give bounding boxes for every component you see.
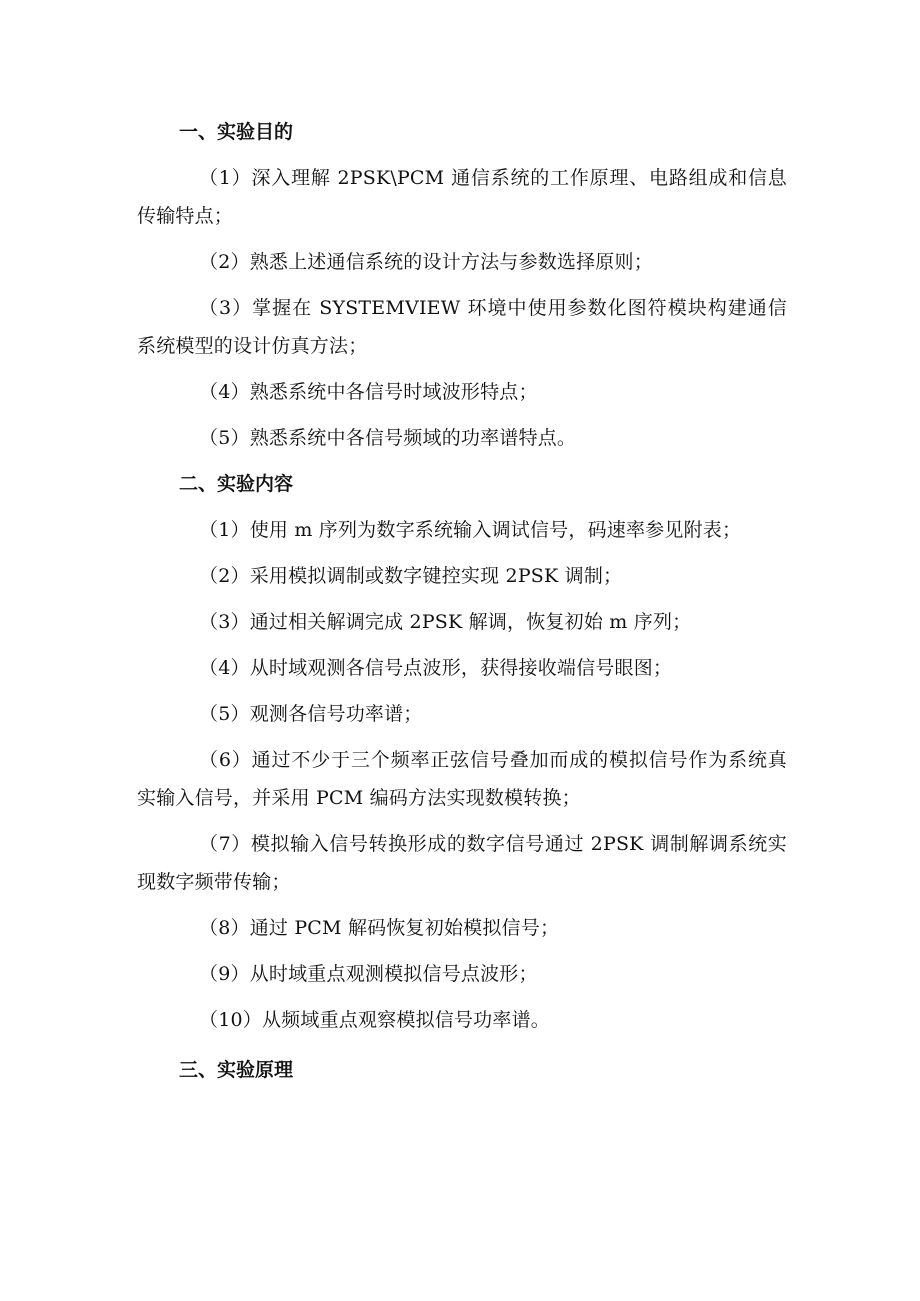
list-item: （4）从时域观测各信号点波形，获得接收端信号眼图； [199,657,673,679]
list-item: （2）采用模拟调制或数字键控实现 2PSK 调制； [199,565,623,587]
list-item: （7）模拟输入信号转换形成的数字信号通过 2PSK 调制解调系统实现数字频带传输； [137,833,787,893]
list-item: （6）通过不少于三个频率正弦信号叠加而成的模拟信号作为系统真实输入信号，并采用 PCM 编码方法实现数模转换； [137,749,787,809]
list-item: （1）使用 m 序列为数字系统输入调试信号，码速率参见附表； [199,519,742,541]
list-item: （2）熟悉上述通信系统的设计方法与参数选择原则； [199,251,653,273]
section-heading-content: 二、实验内容 [179,473,294,495]
list-item: （5）熟悉系统中各信号频域的功率谱特点。 [199,427,577,449]
list-item: （5）观测各信号功率谱； [199,703,423,725]
list-item: （4）熟悉系统中各信号时域波形特点； [199,381,538,403]
list-item: （10）从频域重点观察模拟信号功率谱。 [199,1009,550,1031]
list-item: （3）掌握在 SYSTEMVIEW 环境中使用参数化图符模块构建通信系统模型的设计仿真方法； [137,297,787,357]
list-item: （1）深入理解 2PSK\PCM 通信系统的工作原理、电路组成和信息传输特点； [137,167,787,227]
list-item: （8）通过 PCM 解码恢复初始模拟信号； [199,917,560,939]
list-item: （9）从时域重点观测模拟信号点波形； [199,963,538,985]
section-heading-principles: 三、实验原理 [179,1059,294,1081]
document-body [137,113,787,1089]
list-item: （3）通过相关解调完成 2PSK 解调，恢复初始 m 序列； [199,611,692,633]
section-heading-objectives: 一、实验目的 [179,121,294,143]
